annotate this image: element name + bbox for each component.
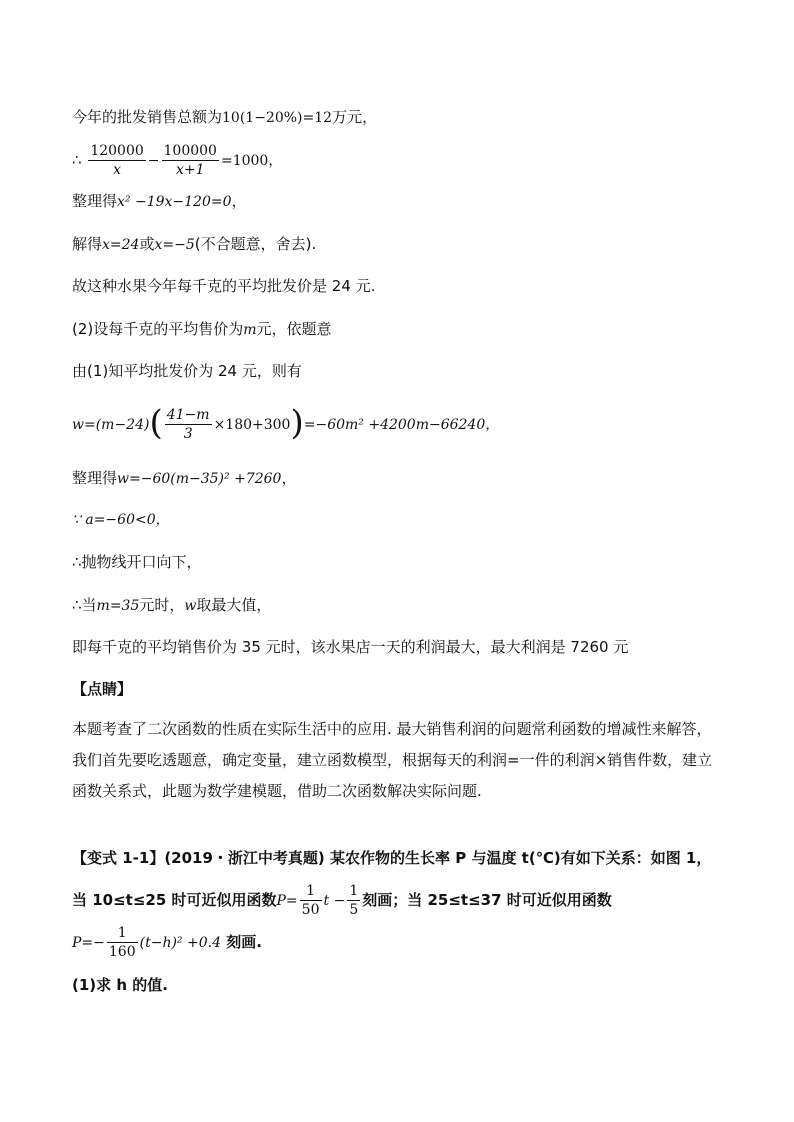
solution-line-9 xyxy=(72,467,296,490)
numerator: 1 xyxy=(107,924,138,943)
text: 当 10≤t≤25 时可近似用函数 xyxy=(72,891,277,909)
text: 万元， xyxy=(332,108,378,126)
solution-line-3 xyxy=(72,190,247,213)
fraction xyxy=(165,406,212,443)
numerator: 1 xyxy=(349,883,359,899)
fraction xyxy=(347,882,360,919)
math-expression: t − xyxy=(323,893,346,909)
math-variable: m xyxy=(243,322,257,338)
text: 整理得 xyxy=(72,469,118,487)
solution-line-1 xyxy=(72,106,377,129)
denominator: 160 xyxy=(108,944,136,960)
numerator: 120000 xyxy=(90,143,144,159)
denominator: 5 xyxy=(349,902,359,918)
denominator: x+1 xyxy=(175,162,205,178)
math-expression: ×180+300 xyxy=(213,417,291,433)
math-expression: =−60m² +4200m−66240， xyxy=(303,417,500,433)
math-expression: x=24 xyxy=(102,237,140,253)
commentary-paragraph: 本题考查了二次函数的性质在实际生活中的应用. 最大销售利润的问题常利函数的增减性来解答，我们首先要吃透题意，确定变量，建立函数模型，根据每天的利润=一件的利润×销售件数，建立函数关系式，此题为数学建模题，借助二次函数解决实际问题. xyxy=(72,720,713,800)
math-expression: x=−5 xyxy=(154,237,195,253)
math-expression: P= xyxy=(276,893,298,909)
math-expression: w=(m−24) xyxy=(72,417,150,433)
fraction xyxy=(107,924,138,961)
text: ∴当 xyxy=(72,596,97,614)
fraction xyxy=(300,882,322,919)
left-paren: ( xyxy=(149,402,163,443)
denominator: x xyxy=(113,162,121,178)
math-expression: w=−60(m−35)² +7260 xyxy=(117,471,282,487)
math-expression: =1000， xyxy=(220,153,283,169)
numerator: 41−m xyxy=(166,407,210,423)
text: 元时， xyxy=(139,596,185,614)
math-variable: w xyxy=(184,598,197,614)
variant-line-1: 【变式 1-1】(2019・浙江中考真题) 某农作物的生长率 P 与温度 t(℃)有如下关系：如图 1， xyxy=(72,849,712,867)
math-expression: x² −19x−120=0 xyxy=(117,194,232,210)
math-expression: 10(1−20%)=12 xyxy=(222,110,333,126)
text: 解得 xyxy=(72,235,103,253)
solution-line-7: 由(1)知平均批发价为 24 元，则有 xyxy=(72,362,302,380)
denominator: 50 xyxy=(301,902,320,918)
math-expression: m=35 xyxy=(96,598,140,614)
fraction xyxy=(88,142,145,179)
text: 刻画；当 25≤t≤37 时可近似用函数 xyxy=(362,891,612,909)
solution-line-10: ∵ a=−60<0， xyxy=(72,512,170,528)
minus-sign: − xyxy=(147,153,160,169)
text: 整理得 xyxy=(72,192,118,210)
solution-line-11: ∴抛物线开口向下， xyxy=(72,553,202,571)
text: ， xyxy=(231,192,247,210)
text: 元，依题意 xyxy=(256,320,332,338)
solution-line-4 xyxy=(72,233,316,256)
text: 今年的批发销售总额为 xyxy=(72,108,223,126)
variant-line-3 xyxy=(72,922,262,963)
numerator: 1 xyxy=(300,882,322,901)
text: 或 xyxy=(139,235,155,253)
denominator: 3 xyxy=(183,426,193,442)
text: (不合题意，舍去). xyxy=(194,235,317,253)
math-expression: P=− xyxy=(72,935,105,951)
therefore-symbol: ∴ xyxy=(72,151,82,169)
fraction xyxy=(162,142,219,179)
text: (2)设每千克的平均售价为 xyxy=(72,320,244,338)
section-heading: 【点睛】 xyxy=(72,680,133,698)
solution-line-8 xyxy=(72,404,499,445)
text: ， xyxy=(281,469,297,487)
math-expression: (t−h)² +0.4 xyxy=(139,935,221,951)
solution-line-2 xyxy=(72,140,282,181)
solution-line-13: 即每千克的平均销售价为 35 元时，该水果店一天的利润最大，最大利润是 7260 元 xyxy=(72,638,629,656)
solution-line-12 xyxy=(72,594,271,617)
solution-line-6 xyxy=(72,318,332,341)
right-paren: ) xyxy=(290,402,304,443)
variant-line-2 xyxy=(72,880,612,921)
solution-line-5: 故这种水果今年每千克的平均批发价是 24 元. xyxy=(72,277,376,295)
text: 取最大值， xyxy=(196,596,272,614)
text: 刻画. xyxy=(226,933,262,951)
numerator: 100000 xyxy=(163,143,217,159)
variant-line-4: (1)求 h 的值. xyxy=(72,976,168,994)
